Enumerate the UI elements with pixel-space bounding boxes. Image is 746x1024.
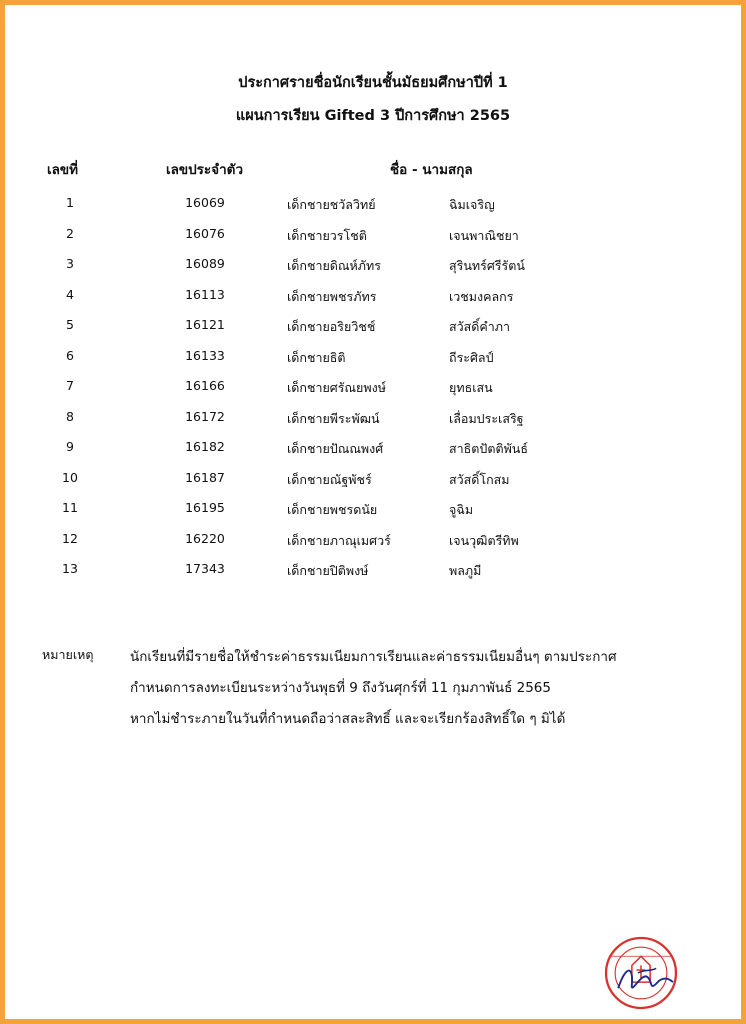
row-last-name: เลื่อมประเสริฐ <box>449 410 524 426</box>
row-first-name: เด็กชายวรโชติ <box>287 227 367 243</box>
row-last-name: สวัสดิ์โกสม <box>449 471 510 487</box>
row-last-name: สาธิตปัตติพันธ์ <box>449 441 528 456</box>
row-number: 3 <box>66 256 74 271</box>
row-first-name: เด็กชายปิติพงษ์ <box>287 563 369 578</box>
row-last-name: ยุทธเสน <box>449 380 493 395</box>
note-line-1: นักเรียนที่มีรายชื่อให้ชำระค่าธรรมเนียมการเรียนและค่าธรรมเนียมอื่นๆ ตามประกาศ <box>130 649 617 665</box>
row-number: 11 <box>62 500 78 515</box>
table-row <box>5 531 741 557</box>
row-student-id: 16133 <box>185 347 225 363</box>
row-last-name: เจนพาณิชยา <box>449 227 519 243</box>
row-last-name: ถีระศิลป์ <box>449 349 494 365</box>
row-first-name: เด็กชายพชรดนัย <box>287 502 378 517</box>
table-row <box>5 317 741 343</box>
row-first-name: เด็กชายปัณณพงศ์ <box>287 441 384 456</box>
note-line-2: กำหนดการลงทะเบียนระหว่างวันพุธที่ 9 ถึงวันศุกร์ที่ 11 กุมภาพันธ์ 2565 <box>130 680 551 696</box>
row-first-name: เด็กชายภาณุเมศวร์ <box>287 532 391 548</box>
row-first-name: เด็กชายดิณห์ภัทร <box>287 258 381 273</box>
row-student-id: 16220 <box>185 530 225 546</box>
row-student-id: 16195 <box>185 500 225 515</box>
header-student-id: เลขประจำตัว <box>166 162 244 178</box>
row-student-id: 16069 <box>185 195 225 210</box>
row-student-id: 16089 <box>185 256 225 271</box>
table-row <box>5 561 741 587</box>
row-last-name: เวชมงคลกร <box>449 288 514 304</box>
row-student-id: 16113 <box>185 286 225 302</box>
note-label: หมายเหตุ <box>42 647 94 662</box>
row-student-id: 16182 <box>185 439 225 454</box>
row-student-id: 16166 <box>185 378 225 393</box>
signature-mark <box>618 971 673 989</box>
row-number: 1 <box>66 195 74 210</box>
row-number: 4 <box>66 286 74 302</box>
table-row <box>5 439 741 465</box>
row-number: 9 <box>66 439 74 454</box>
row-first-name: เด็กชายอริยวิชช์ <box>287 319 376 334</box>
row-number: 12 <box>62 530 78 546</box>
row-last-name: เจนวุฒิตรีทิพ <box>449 532 519 548</box>
row-first-name: เด็กชายณัฐพัชร์ <box>287 471 372 487</box>
table-row <box>5 287 741 313</box>
header-number: เลขที่ <box>47 162 79 178</box>
document-title: ประกาศรายชื่อนักเรียนชั้นมัธยมศึกษาปีที่ 1 <box>238 75 508 91</box>
note-line-3: หากไม่ชำระภายในวันที่กำหนดถือว่าสละสิทธิ์ และจะเรียกร้องสิทธิ์ใด ๆ มิได้ <box>130 711 566 727</box>
row-student-id: 16172 <box>185 408 225 424</box>
row-student-id: 16121 <box>185 317 225 332</box>
header-name: ชื่อ - นามสกุล <box>390 162 473 178</box>
row-first-name: เด็กชายศรัณยพงษ์ <box>287 380 386 395</box>
table-row <box>5 195 741 221</box>
row-last-name: จูฉิม <box>449 502 474 517</box>
row-first-name: เด็กชายธิติ <box>287 349 346 365</box>
row-first-name: เด็กชายพชรภัทร <box>287 288 377 304</box>
school-seal-stamp <box>603 935 679 1011</box>
table-row <box>5 348 741 374</box>
row-student-id: 16187 <box>185 469 225 485</box>
row-student-id: 16076 <box>185 225 225 241</box>
row-number: 5 <box>66 317 74 332</box>
row-number: 13 <box>62 561 78 576</box>
table-row <box>5 500 741 526</box>
document-subtitle: แผนการเรียน Gifted 3 ปีการศึกษา 2565 <box>235 108 511 124</box>
table-row <box>5 378 741 404</box>
table-row <box>5 470 741 496</box>
table-row <box>5 226 741 252</box>
row-last-name: สวัสดิ์คำภา <box>449 319 511 334</box>
row-number: 7 <box>66 378 74 393</box>
row-number: 10 <box>62 469 78 485</box>
row-number: 2 <box>66 225 74 241</box>
document-page <box>5 5 741 1019</box>
row-first-name: เด็กชายพีระพัฒน์ <box>287 410 380 426</box>
row-last-name: ฉิมเจริญ <box>449 197 495 212</box>
table-row <box>5 409 741 435</box>
row-student-id: 17343 <box>185 561 225 576</box>
table-row <box>5 256 741 282</box>
row-first-name: เด็กชายชวัลวิทย์ <box>287 197 376 212</box>
row-last-name: สุรินทร์ศรีรัตน์ <box>449 258 525 273</box>
row-number: 6 <box>66 347 74 363</box>
row-last-name: พลภูมี <box>449 563 482 578</box>
row-number: 8 <box>66 408 74 424</box>
